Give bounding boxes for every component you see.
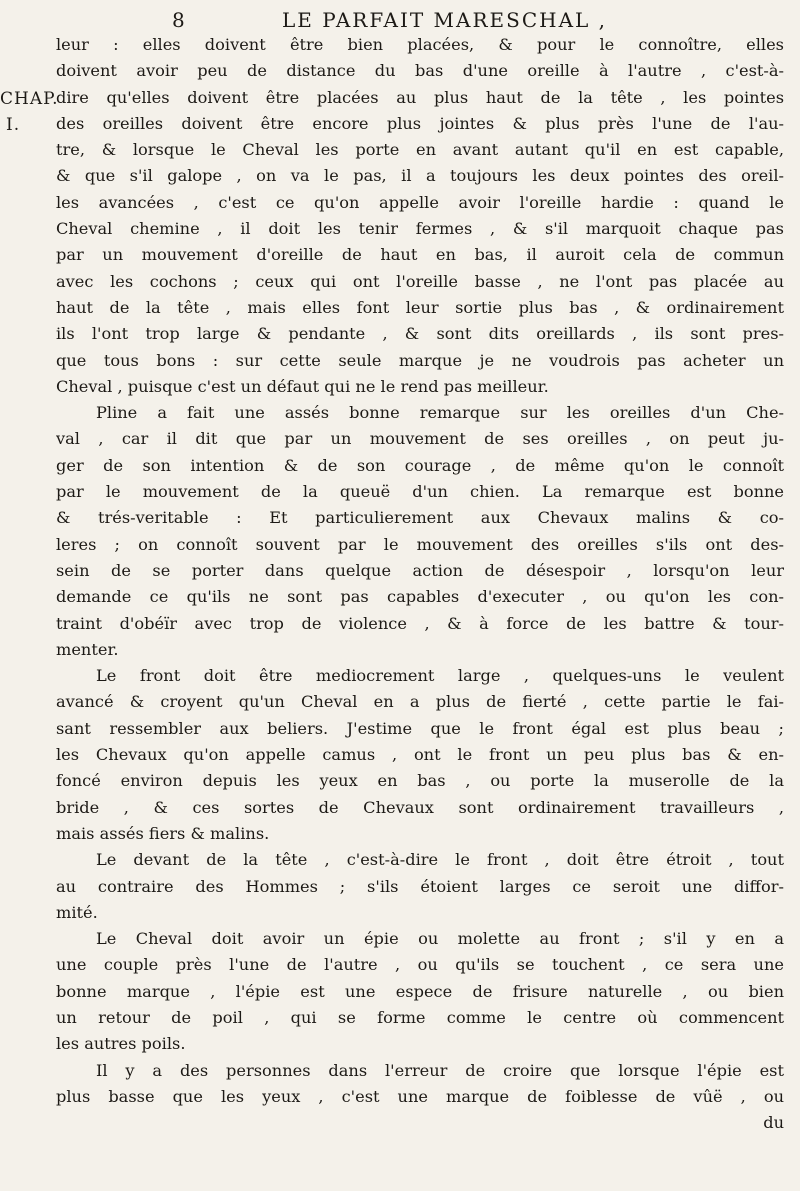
text-line: demande ce qu'ils ne sont pas capables d'executer , ou qu'on les con-: [56, 587, 784, 607]
text-line: du: [763, 1113, 784, 1133]
text-line: une couple près l'une de l'autre , ou qu'ils se touchent , ce sera une: [56, 955, 784, 975]
page-number: 8: [172, 8, 186, 32]
text-line: mité.: [56, 902, 98, 922]
text-line: sein de se porter dans quelque action de désespoir , lorsqu'on leur: [56, 560, 784, 580]
text-line: haut de la tête , mais elles font leur sortie plus bas , & ordinairement: [56, 297, 784, 317]
text-line: leres ; on connoît souvent par le mouvement des oreilles s'ils ont des-: [56, 534, 784, 554]
text-line: Le front doit être mediocrement large , quelques-uns le veulent: [96, 666, 784, 686]
text-line: menter.: [56, 639, 119, 659]
text-line: plus basse que les yeux , c'est une marque de foiblesse de vûë , ou: [56, 1086, 784, 1106]
text-line: par un mouvement d'oreille de haut en bas, il auroit cela de commun: [56, 245, 784, 265]
text-line: ils l'ont trop large & pendante , & sont dits oreillards , ils sont pres-: [56, 324, 784, 344]
text-line: un retour de poil , qui se forme comme le centre où commencent: [56, 1007, 784, 1027]
body-text: [56, 32, 784, 1136]
text-line: sant ressembler aux beliers. J'estime que le front égal est plus beau ;: [56, 718, 784, 738]
text-line: au contraire des Hommes ; s'ils étoient larges ce seroit une diffor-: [56, 876, 784, 896]
text-line: Pline a fait une assés bonne remarque sur les oreilles d'un Che-: [96, 403, 784, 423]
text-line: mais assés fiers & malins.: [56, 823, 270, 843]
text-line: & trés-veritable : Et particulierement aux Chevaux malins & co-: [56, 508, 784, 528]
text-line: val , car il dit que par un mouvement de ses oreilles , on peut ju-: [56, 429, 784, 449]
text-line: les autres poils.: [56, 1034, 186, 1054]
text-line: par le mouvement de la queuë d'un chien. La remarque est bonne: [56, 482, 784, 502]
text-line: bride , & ces sortes de Chevaux sont ordinairement travailleurs ,: [56, 797, 784, 817]
text-line: avancé & croyent qu'un Cheval en a plus de fierté , cette partie le fai-: [56, 692, 784, 712]
text-line: Le Cheval doit avoir un épie ou molette au front ; s'il y en a: [96, 929, 784, 949]
text-line: Le devant de la tête , c'est-à-dire le front , doit être étroit , tout: [96, 850, 784, 870]
text-line: les avancées , c'est ce qu'on appelle avoir l'oreille hardie : quand le: [56, 192, 784, 212]
text-line: avec les cochons ; ceux qui ont l'oreille basse , ne l'ont pas placée au: [56, 271, 784, 291]
text-line: Cheval chemine , il doit les tenir fermes , & s'il marquoit chaque pas: [56, 219, 784, 239]
text-line: & que s'il galope , on va le pas, il a toujours les deux pointes des oreil-: [56, 166, 784, 186]
text-line: doivent avoir peu de distance du bas d'une oreille à l'autre , c'est-à-: [56, 61, 784, 81]
text-line: Cheval , puisque c'est un défaut qui ne le rend pas meilleur.: [56, 376, 549, 396]
text-line: des oreilles doivent être encore plus jointes & plus près l'une de l'au-: [56, 113, 784, 133]
text-line: Il y a des personnes dans l'erreur de croire que lorsque l'épie est: [96, 1060, 784, 1080]
running-title: LE PARFAIT MARESCHAL ,: [282, 8, 608, 32]
text-line: leur : elles doivent être bien placées, & pour le connoître, elles: [56, 35, 784, 54]
text-line: dire qu'elles doivent être placées au plus haut de la tête , les pointes: [56, 87, 784, 107]
text-line: traint d'obéïr avec trop de violence , & à force de les battre & tour-: [56, 613, 784, 633]
text-line: bonne marque , l'épie est une espece de frisure naturelle , ou bien: [56, 981, 784, 1001]
text-line: les Chevaux qu'on appelle camus , ont le front un peu plus bas & en-: [56, 745, 784, 765]
chapter-label: CHAP.: [0, 89, 59, 109]
text-line: que tous bons : sur cette seule marque je ne voudrois pas acheter un: [56, 350, 784, 370]
text-line: foncé environ depuis les yeux en bas , ou porte la muserolle de la: [56, 771, 784, 791]
text-line: ger de son intention & de son courage , de même qu'on le connoît: [56, 455, 784, 475]
chapter-number: I.: [6, 115, 21, 135]
text-line: tre, & lorsque le Cheval les porte en avant autant qu'il en est capable,: [56, 140, 784, 160]
